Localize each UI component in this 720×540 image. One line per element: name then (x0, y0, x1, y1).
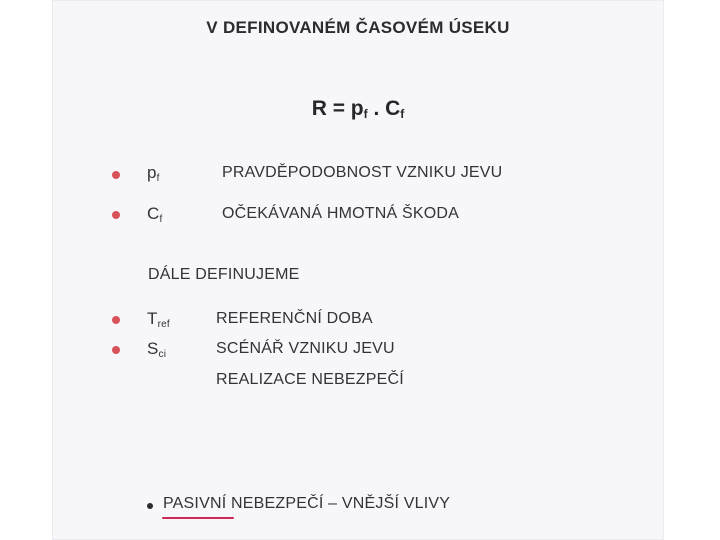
definition-symbol (147, 339, 166, 360)
definition-text-continued: REALIZACE NEBEZPEČÍ (216, 371, 404, 388)
formula-left: R = p (311, 97, 364, 120)
bullet-icon (112, 211, 120, 219)
symbol-letter: C (147, 204, 160, 223)
bullet-icon (112, 316, 120, 324)
symbol-letter: T (147, 309, 158, 328)
bullet-icon (112, 171, 120, 179)
definition-symbol (147, 163, 160, 184)
definition-text: PRAVDĚPODOBNOST VZNIKU JEVU (222, 164, 503, 181)
definition-text: SCÉNÁŘ VZNIKU JEVU (216, 340, 395, 357)
symbol-letter: p (147, 163, 157, 182)
footer-term: PASIVNÍ (163, 495, 227, 512)
formula-p-subscript: f (363, 107, 368, 121)
term-underline (162, 517, 234, 519)
bullet-icon (147, 503, 153, 509)
page-heading: V DEFINOVANÉM ČASOVÉM ÚSEKU (206, 18, 510, 37)
risk-formula (52, 97, 664, 121)
symbol-subscript: ci (158, 349, 167, 360)
symbol-subscript: ref (157, 319, 170, 330)
definition-symbol (147, 309, 170, 330)
symbol-subscript: f (156, 173, 160, 184)
section-heading: DÁLE DEFINUJEME (148, 266, 300, 283)
bullet-icon (112, 346, 120, 354)
formula-right: . C (367, 97, 401, 120)
symbol-letter: S (147, 339, 159, 358)
footer-rest: NEBEZPEČÍ – VNĚJŠÍ VLIVY (226, 495, 451, 512)
definition-text: OČEKÁVANÁ HMOTNÁ ŠKODA (222, 205, 460, 222)
footer-line (163, 495, 450, 513)
definition-text: REFERENČNÍ DOBA (216, 310, 373, 327)
formula-c-subscript: f (400, 107, 405, 121)
symbol-subscript: f (159, 214, 163, 225)
document-page (52, 0, 664, 540)
definition-symbol (147, 204, 162, 225)
